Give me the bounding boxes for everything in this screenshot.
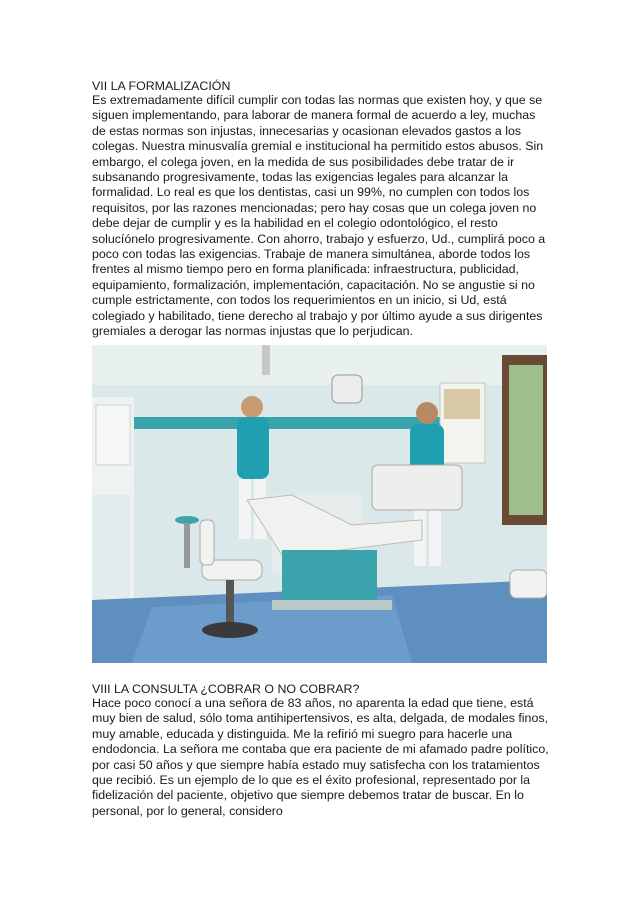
dental-clinic-photo — [92, 345, 547, 663]
section-8-body: Hace poco conocí a una señora de 83 años, no aparenta la edad que tiene, está muy bien de salud, sólo toma antihipertensivos, es alta, delgada, de modales finos, muy amable, educada y distinguida. Me la refirió mi suegro para hacerle una endodoncia. La señora me contaba que era paciente de mi afamado padre político, por casi 50 años y que siempre había estado muy satisfecha con los tratamientos que recibió. Es un ejemplo de lo que es el éxito profesional, representado por la fidelización del paciente, objetivo que siempre debemos tratar de buscar. En lo personal, por lo general, considero — [92, 696, 549, 818]
section-8-heading: VIII LA CONSULTA ¿COBRAR O NO COBRAR? — [92, 682, 360, 696]
section-7-body: Es extremadamente difícil cumplir con todas las normas que existen hoy, y que se siguen implementando, para laborar de manera formal de acuerdo a ley, muchas de estas normas son injustas, innecesarias y ocasionan elevados gastos a los colegas. Nuestra minusvalía gremial e institucional ha permitido estos abusos. Sin embargo, el colega joven, en la medida de sus posibilidades debe tratar de ir subsanando progresivamente, todas las exigencias legales para alcanzar la formalidad. Lo real es que los dentistas, casi un 99%, no cumplen con todos los requisitos, por las razones mencionadas; pero hay cosas que un colega joven no debe dejar de cumplir y es la habilidad en el colegio odontológico, el resto solucíónelo progresivamente. Con ahorro, trabajo y esfuerzo, Ud., cumplirá poco a poco con todas las exigencias. Trabaje de manera simultánea, aborde todos los frentes al mismo tiempo pero en forma planificada: infraestructura, publicidad, equipamiento, formalización, implementación, capacitación. No se angustie si no cumple estrictamente, con todos los requerimientos en un inicio, si Ud, está colegiado y habilitado, tiene derecho al trabajo y por último ayude a sus dirigentes gremiales a derogar las normas injustas que lo perjudican. — [92, 93, 546, 339]
section-7-heading: VII LA FORMALIZACIÓN — [92, 79, 231, 93]
